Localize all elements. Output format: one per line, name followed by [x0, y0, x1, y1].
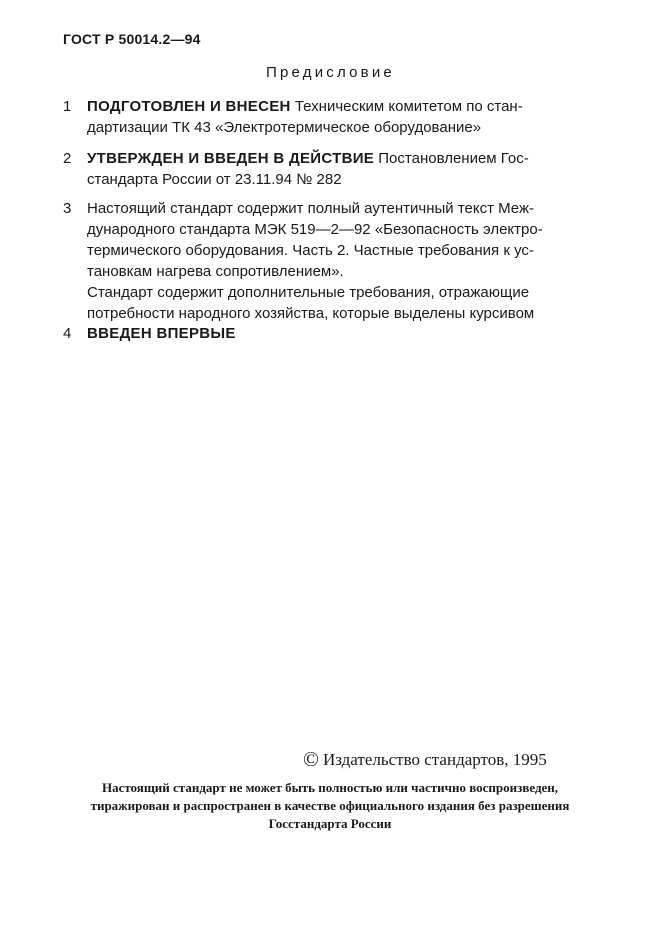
- item-text: Техническим комитетом по стан-: [290, 98, 523, 115]
- item-sub-paragraph: [87, 282, 603, 324]
- item-line: дународного стандарта МЭК 519—2—92 «Безопасность электро-: [87, 221, 543, 238]
- notice-line: Госстандарта России: [268, 816, 392, 831]
- item-line: [87, 148, 603, 169]
- foreword-item-1: [63, 96, 603, 138]
- item-body: [87, 323, 603, 344]
- foreword-item-4: [63, 323, 603, 344]
- item-line: Настоящий стандарт содержит полный аутентичный текст Меж-: [87, 200, 535, 217]
- copyright-text: Издательство стандартов, 1995: [322, 750, 547, 769]
- foreword-item-3: [63, 198, 603, 324]
- copyright-line: [303, 747, 547, 772]
- item-title: ВВЕДЕН ВПЕРВЫЕ: [87, 325, 236, 342]
- item-body: [87, 198, 603, 324]
- document-code: ГОСТ Р 50014.2—94: [63, 31, 201, 47]
- item-line: термического оборудования. Часть 2. Частные требования к ус-: [87, 242, 534, 259]
- item-text: Постановлением Гос-: [374, 150, 529, 167]
- foreword-item-2: [63, 148, 603, 190]
- item-number: 4: [63, 325, 72, 342]
- item-line: Стандарт содержит дополнительные требования, отражающие: [87, 284, 530, 301]
- item-number: 3: [63, 200, 72, 217]
- reproduction-notice: [60, 779, 600, 833]
- notice-line: тиражирован и распространен в качестве официального издания без разрешения: [90, 798, 570, 813]
- item-line: потребности народного хозяйства, которые выделены курсивом: [87, 305, 535, 322]
- section-heading-foreword: Предисловие: [266, 64, 395, 81]
- item-number: 1: [63, 98, 72, 115]
- notice-line: Настоящий стандарт не может быть полностью или частично воспроизведен,: [101, 780, 559, 795]
- item-body: [87, 96, 603, 138]
- item-line: тановкам нагрева сопротивлением».: [87, 263, 344, 280]
- item-title: УТВЕРЖДЕН И ВВЕДЕН В ДЕЙСТВИЕ: [87, 150, 375, 167]
- item-body: [87, 148, 603, 190]
- item-line: [87, 96, 603, 117]
- item-number: 2: [63, 150, 72, 167]
- item-line: дартизации ТК 43 «Электротермическое оборудование»: [87, 119, 482, 136]
- item-line: стандарта России от 23.11.94 № 282: [87, 171, 342, 188]
- copyright-icon: ©: [303, 747, 319, 771]
- item-title: ПОДГОТОВЛЕН И ВНЕСЕН: [87, 98, 291, 115]
